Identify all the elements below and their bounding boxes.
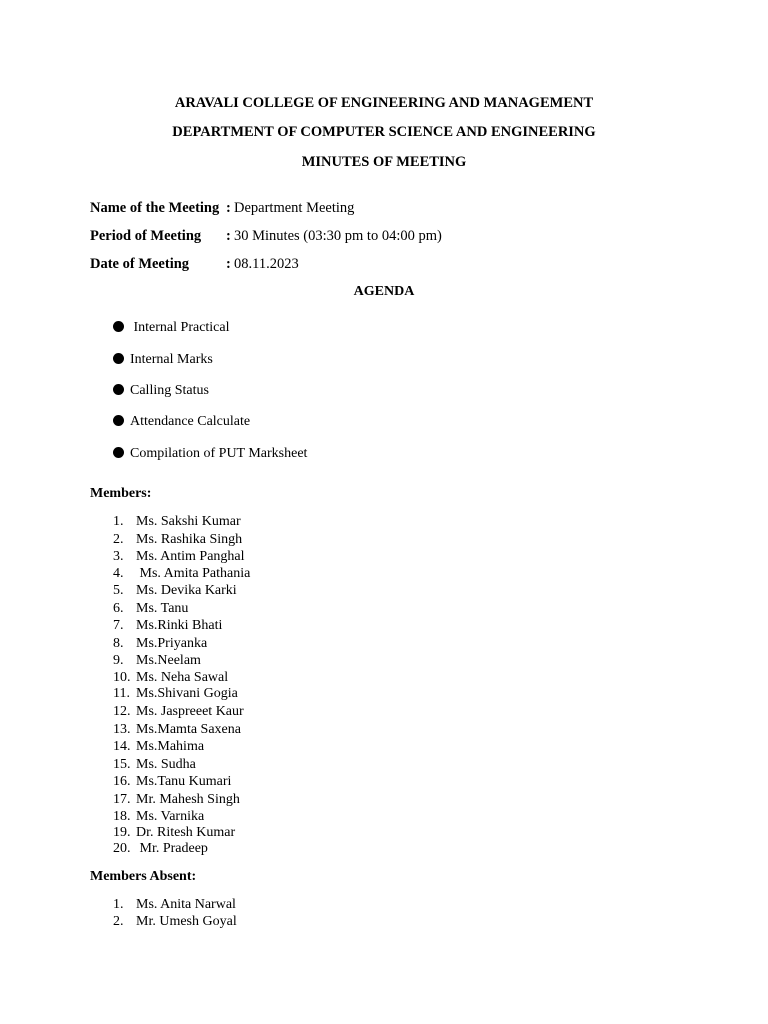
member-number: 15. — [113, 757, 131, 772]
member-number: 4. — [113, 566, 124, 581]
member-name: Ms. Rashika Singh — [136, 532, 243, 547]
member-name: Dr. Ritesh Kumar — [136, 825, 236, 840]
meeting-date-value: 08.11.2023 — [234, 256, 299, 272]
agenda-item — [113, 445, 307, 463]
bullet-icon — [113, 415, 124, 426]
member-name: Ms. Sudha — [136, 757, 196, 772]
agenda-item-text: Calling Status — [130, 383, 209, 398]
bullet-icon — [113, 321, 124, 332]
document-title: MINUTES OF MEETING — [301, 154, 467, 170]
agenda-item — [113, 319, 230, 337]
member-name: Ms. Tanu — [136, 601, 189, 616]
agenda-item-text: Compilation of PUT Marksheet — [130, 446, 308, 461]
agenda-item-text: Internal Practical — [130, 320, 230, 335]
member-number: 14. — [113, 739, 131, 754]
agenda-item — [113, 351, 213, 369]
member-name: Ms.Rinki Bhati — [136, 618, 223, 633]
meeting-date-colon: : — [226, 256, 231, 272]
agenda-item — [113, 382, 209, 400]
bullet-icon — [113, 384, 124, 395]
member-name: Mr. Pradeep — [136, 841, 208, 856]
meeting-date-label: Date of Meeting — [90, 256, 190, 272]
agenda-item-text: Internal Marks — [130, 352, 213, 367]
members-title: Members: — [90, 486, 152, 501]
bullet-icon — [113, 353, 124, 364]
members-absent-title: Members Absent: — [90, 869, 197, 884]
meeting-name-value: Department Meeting — [234, 200, 355, 216]
college-name: ARAVALI COLLEGE OF ENGINEERING AND MANAGEMENT — [174, 95, 594, 111]
agenda-item — [113, 413, 250, 431]
member-name: Ms. Neha Sawal — [136, 670, 229, 685]
member-number: 5. — [113, 583, 124, 598]
member-number: 9. — [113, 653, 124, 668]
member-number: 8. — [113, 636, 124, 651]
member-name: Ms.Mamta Saxena — [136, 722, 241, 737]
agenda-item-text: Attendance Calculate — [130, 414, 251, 429]
member-number: 3. — [113, 549, 124, 564]
member-number: 13. — [113, 722, 131, 737]
member-name: Ms.Neelam — [136, 653, 201, 668]
absent-member-number: 2. — [113, 914, 124, 929]
member-number: 11. — [113, 686, 130, 701]
bullet-icon — [113, 447, 124, 458]
meeting-name-colon: : — [226, 200, 231, 216]
member-number: 6. — [113, 601, 124, 616]
member-name: Ms.Priyanka — [136, 636, 208, 651]
member-number: 7. — [113, 618, 124, 633]
member-number: 1. — [113, 514, 124, 529]
absent-member-name: Mr. Umesh Goyal — [136, 914, 237, 929]
absent-member-name: Ms. Anita Narwal — [136, 897, 236, 912]
member-number: 18. — [113, 809, 131, 824]
absent-member-number: 1. — [113, 897, 124, 912]
member-number: 20. — [113, 841, 131, 856]
member-number: 17. — [113, 792, 131, 807]
member-name: Ms.Tanu Kumari — [136, 774, 232, 789]
meeting-name-label: Name of the Meeting — [90, 200, 220, 216]
member-name: Ms. Varnika — [136, 809, 205, 824]
member-name: Ms.Shivani Gogia — [136, 686, 238, 701]
member-number: 16. — [113, 774, 131, 789]
member-number: 2. — [113, 532, 124, 547]
member-name: Ms. Sakshi Kumar — [136, 514, 241, 529]
member-number: 19. — [113, 825, 131, 840]
member-name: Ms. Devika Karki — [136, 583, 237, 598]
department-name: DEPARTMENT OF COMPUTER SCIENCE AND ENGINEERING — [172, 124, 596, 140]
member-name: Ms. Jaspreeet Kaur — [136, 704, 244, 719]
meeting-period-colon: : — [226, 228, 231, 244]
member-name: Mr. Mahesh Singh — [136, 792, 240, 807]
agenda-title: AGENDA — [353, 284, 415, 299]
member-number: 12. — [113, 704, 131, 719]
meeting-period-label: Period of Meeting — [90, 228, 202, 244]
member-number: 10. — [113, 670, 131, 685]
member-name: Ms. Antim Panghal — [136, 549, 245, 564]
member-name: Ms.Mahima — [136, 739, 205, 754]
meeting-period-value: 30 Minutes (03:30 pm to 04:00 pm) — [234, 228, 442, 244]
member-name: Ms. Amita Pathania — [136, 566, 251, 581]
